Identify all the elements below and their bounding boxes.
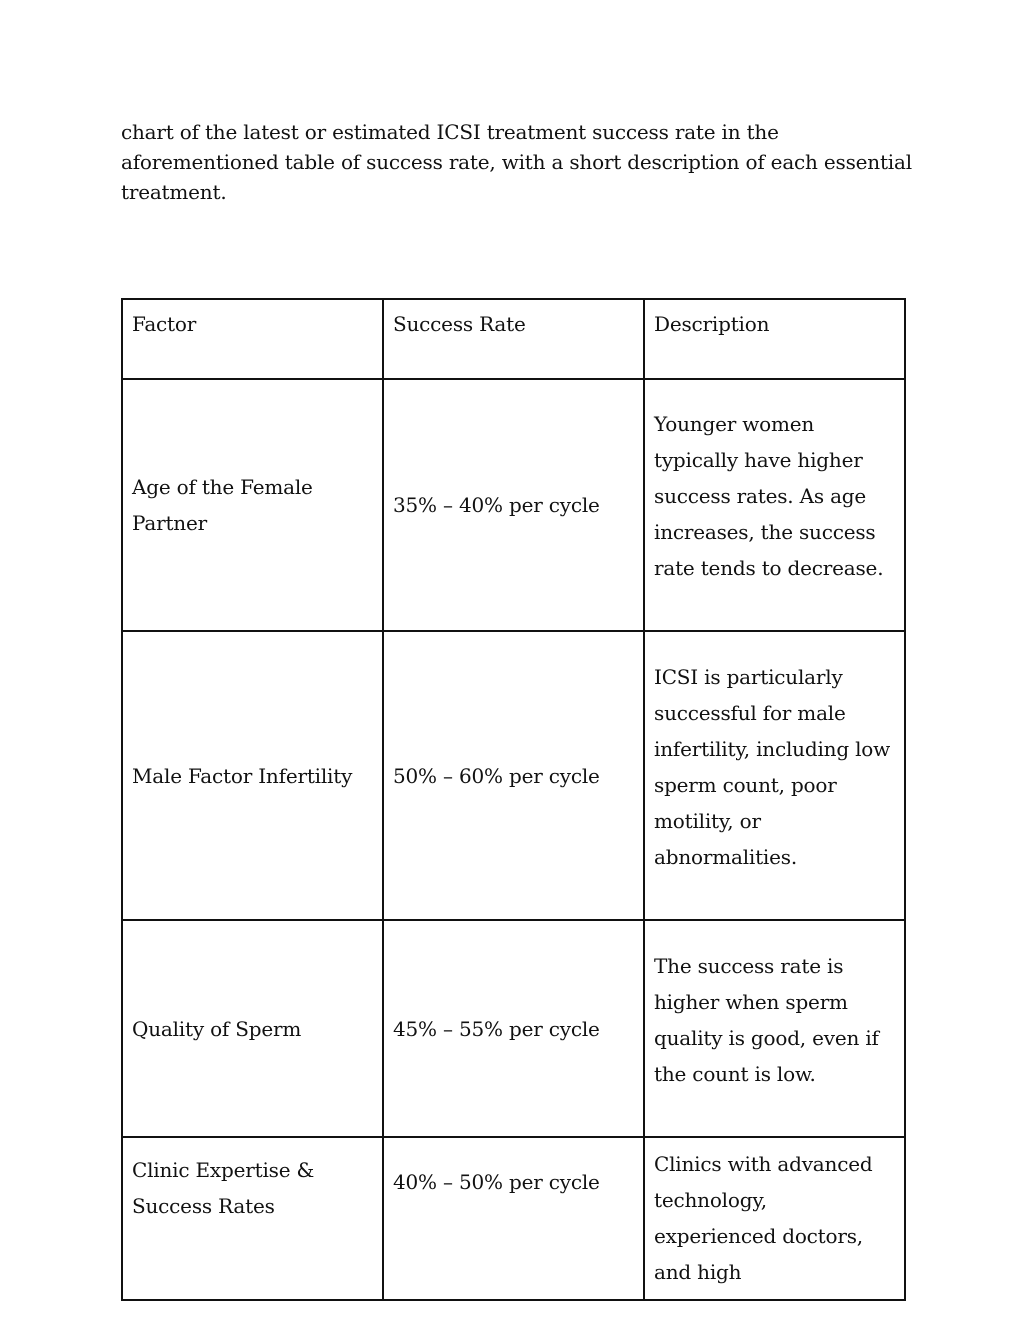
- table-row: [122, 631, 905, 920]
- success-rate-cell: 45% – 55% per cycle: [383, 920, 644, 1137]
- description-cell: Clinics with advanced technology, experienced doctors, and high: [644, 1137, 905, 1300]
- success-rate-cell: 35% – 40% per cycle: [383, 379, 644, 631]
- header-success-rate: Success Rate: [383, 299, 644, 379]
- table-row: [122, 1137, 905, 1300]
- description-cell: ICSI is particularly successful for male infertility, including low sperm count, poor motility, or abnormalities.: [644, 631, 905, 920]
- factor-cell: Age of the Female Partner: [122, 379, 383, 631]
- success-rate-cell: 50% – 60% per cycle: [383, 631, 644, 920]
- description-cell: Younger women typically have higher success rates. As age increases, the success rate tends to decrease.: [644, 379, 905, 631]
- table-row: [122, 920, 905, 1137]
- factor-cell: Clinic Expertise & Success Rates: [122, 1137, 383, 1300]
- factor-cell: Male Factor Infertility: [122, 631, 383, 920]
- table-row: [122, 379, 905, 631]
- success-rate-cell: 40% – 50% per cycle: [383, 1137, 644, 1300]
- intro-paragraph: chart of the latest or estimated ICSI treatment success rate in the aforementioned table of success rate, with a short description of each essential treatment.: [121, 120, 912, 204]
- description-cell: The success rate is higher when sperm quality is good, even if the count is low.: [644, 920, 905, 1137]
- header-description: Description: [644, 299, 905, 379]
- success-rate-table: [121, 298, 906, 1301]
- table-header-row: [122, 299, 905, 379]
- header-factor: Factor: [122, 299, 383, 379]
- factor-cell: Quality of Sperm: [122, 920, 383, 1137]
